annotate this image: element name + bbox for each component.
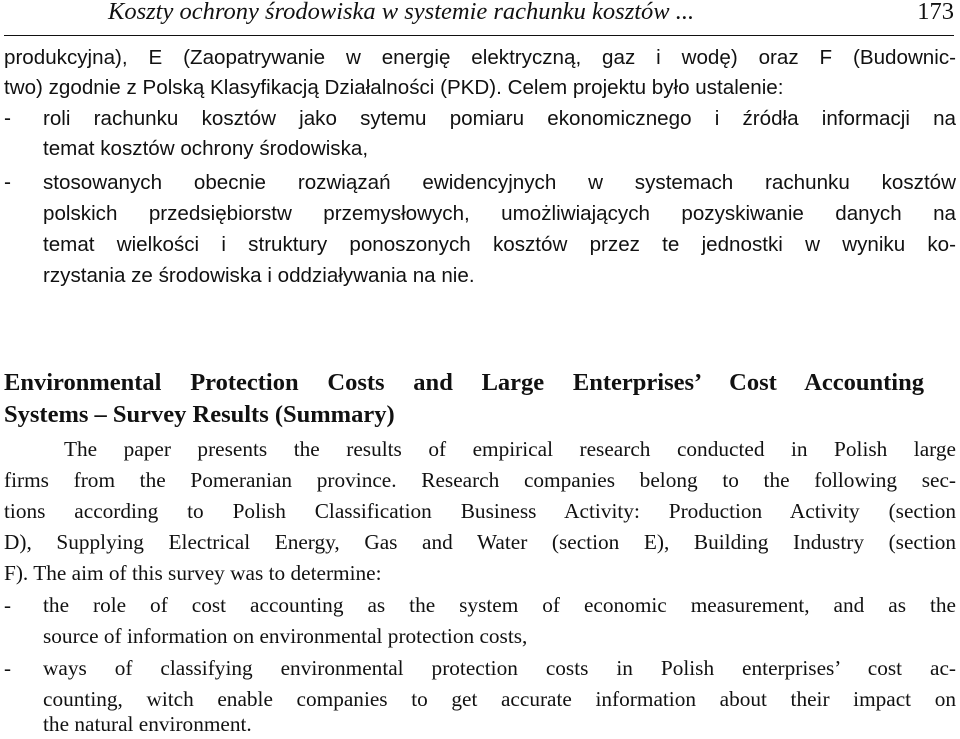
body-line: two) zgodnie z Polską Klasyfikacją Działalności (PKD). Celem projektu było ustalenie: <box>4 76 784 99</box>
list-item-line: source of information on environmental protection costs, <box>43 624 528 648</box>
list-item-line: rzystania ze środowiska i oddziaływania na nie. <box>43 264 475 287</box>
summary-title: Environmental Protection Costs and Large Enterprises’ Cost Accounting <box>4 369 924 396</box>
list-item-line: temat wielkości i struktury ponoszonych kosztów przez te jednostki w wyniku ko- <box>43 233 956 256</box>
list-bullet: - <box>4 171 11 194</box>
list-bullet: - <box>4 107 11 130</box>
summary-title: Systems – Survey Results (Summary) <box>4 401 395 428</box>
running-header <box>4 0 956 32</box>
summary-line: firms from the Pomeranian province. Research companies belong to the following sec- <box>4 468 956 492</box>
list-bullet: - <box>4 593 11 617</box>
list-item-line: the role of cost accounting as the system of economic measurement, and as the <box>43 593 956 617</box>
summary-line: F). The aim of this survey was to determine: <box>4 561 382 585</box>
list-item-line: counting, witch enable companies to get accurate information about their impact on <box>43 687 956 711</box>
list-item-line: polskich przedsiębiorstw przemysłowych, umożliwiających pozyskiwanie danych na <box>43 202 956 225</box>
list-item-line: the natural environment. <box>43 712 252 736</box>
list-bullet: - <box>4 656 11 680</box>
summary-line: D), Supplying Electrical Energy, Gas and Water (section E), Building Industry (section <box>4 530 956 554</box>
summary-line: The paper presents the results of empirical research conducted in Polish large <box>64 437 956 461</box>
list-item-line: ways of classifying environmental protection costs in Polish enterprises’ cost ac- <box>43 656 956 680</box>
running-title: Koszty ochrony środowiska w systemie rachunku kosztów ... <box>108 0 695 25</box>
header-rule <box>4 35 954 36</box>
summary-line: tions according to Polish Classification Business Activity: Production Activity (section <box>4 499 956 523</box>
list-item-line: temat kosztów ochrony środowiska, <box>43 137 369 160</box>
body-line: produkcyjna), E (Zaopatrywanie w energię elektryczną, gaz i wodę) oraz F (Budownic- <box>4 46 956 69</box>
list-item-line: roli rachunku kosztów jako sytemu pomiaru ekonomicznego i źródła informacji na <box>43 107 956 130</box>
list-item-line: stosowanych obecnie rozwiązań ewidencyjnych w systemach rachunku kosztów <box>43 171 956 194</box>
page-number: 173 <box>917 0 954 25</box>
